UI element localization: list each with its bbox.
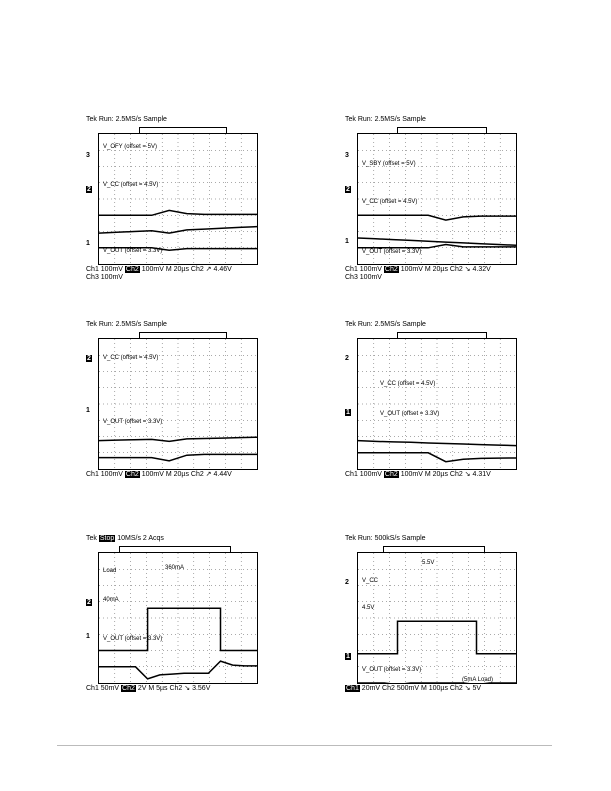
trace-line [358, 238, 516, 245]
channel-marker: 2 [345, 579, 349, 586]
trace-label: V_OUT (offset = 3.3V) [380, 411, 440, 417]
trace-label: V_CC [362, 578, 379, 584]
scope-plot [358, 553, 516, 683]
channel-marker: 3 [86, 152, 90, 159]
channel-marker: 2 [346, 186, 350, 193]
trace-label: V_CC (offset = 4.5V) [103, 182, 159, 188]
trace-label: V_OUT (offset = 3.3V) [103, 636, 163, 642]
channel-marker: 1 [86, 633, 90, 640]
trace-label: 360mA [165, 565, 185, 571]
channel-marker: 3 [345, 152, 349, 159]
scope-header: Tek Run: 2.5MS/s Sample [345, 116, 426, 123]
channel-marker: 2 [87, 355, 91, 362]
channel-marker: 1 [86, 240, 90, 247]
channel-marker: 1 [346, 409, 350, 416]
trace-label: (5mA Load) [462, 677, 494, 683]
channel-marker: 1 [346, 653, 350, 660]
scope-screen [357, 338, 517, 470]
scope-footer: Ch1 100mV Ch2 100mV M 20µs Ch2 ↘ 4.32V Ch3 100mV [345, 266, 491, 281]
scope-header: Tek Run: 500kS/s Sample [345, 535, 426, 542]
scope-header: Tek Stop 10MS/s 2 Acqs [86, 535, 164, 542]
scope-header: Tek Run: 2.5MS/s Sample [86, 116, 167, 123]
scope-header: Tek Run: 2.5MS/s Sample [345, 321, 426, 328]
channel-marker: 2 [87, 599, 91, 606]
scope-screen [98, 552, 258, 684]
channel-marker: 2 [345, 355, 349, 362]
trace-label: V_OUT (offset = 3.3V) [103, 419, 163, 425]
scope-screen [98, 338, 258, 470]
trace-label: V_CC (offset = 4.5V) [380, 381, 436, 387]
scope-plot [99, 134, 257, 264]
scope-footer: Ch1 100mV Ch2 100mV M 20µs Ch2 ↗ 4.46V Ch3 100mV [86, 266, 232, 281]
trace-label: V_CC (offset = 4.5V) [103, 355, 159, 361]
scope-plot [99, 553, 257, 683]
trace-label: V_CC (offset = 4.5V) [362, 199, 418, 205]
scope-footer: Ch1 100mV Ch2 100mV M 20µs Ch2 ↗ 4.44V [86, 471, 232, 478]
trace-line [358, 245, 516, 248]
trace-label: 4.5V [362, 605, 375, 611]
trace-label: V_SBY (offset = 5V) [362, 161, 416, 167]
channel-marker: 1 [86, 407, 90, 414]
scope-screen [357, 133, 517, 265]
scope-header: Tek Run: 2.5MS/s Sample [86, 321, 167, 328]
scope-footer: Ch1 20mV Ch2 500mV M 100µs Ch2 ↘ 5V [346, 685, 482, 692]
scope-footer: Ch1 50mV Ch2 2V M 5µs Ch2 ↘ 3.56V [86, 685, 211, 692]
trace-line [358, 441, 516, 446]
trace-label: V_OUT (offset = 3.3V) [103, 248, 163, 254]
trace-line [99, 227, 257, 234]
trace-line [358, 215, 516, 220]
scope-screen [98, 133, 258, 265]
channel-marker: 2 [87, 186, 91, 193]
trace-line [358, 453, 516, 462]
channel-marker: 1 [345, 238, 349, 245]
scope-screen [357, 552, 517, 684]
trace-label: V_OFY (offset = 5V) [103, 144, 157, 150]
trace-label: V_OUT (offset = 3.3V) [362, 667, 422, 673]
scope-footer: Ch1 100mV Ch2 100mV M 20µs Ch2 ↘ 4.31V [345, 471, 491, 478]
scope-plot [358, 339, 516, 469]
trace-label: V_OUT (offset = 3.3V) [362, 249, 422, 255]
trace-label: 5.5V [422, 560, 435, 566]
trace-label: 40mA [103, 597, 119, 603]
trace-label: Load [103, 568, 117, 574]
page-divider [57, 745, 552, 746]
